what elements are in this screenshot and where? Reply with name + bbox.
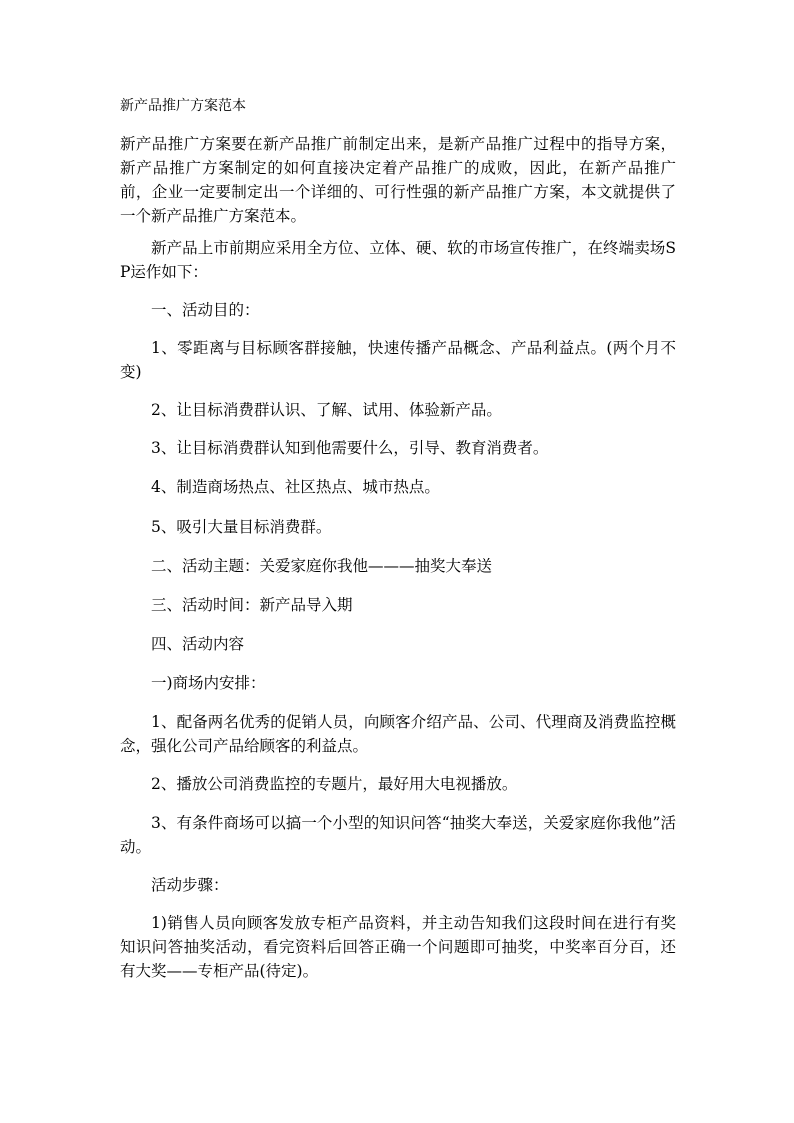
body-paragraph: 新产品上市前期应采用全方位、立体、硬、软的市场宣传推广，在终端卖场SP运作如下： bbox=[120, 239, 676, 281]
subsection-heading: 一)商场内安排： bbox=[151, 674, 266, 692]
list-item: 4、制造商场热点、社区热点、城市热点。 bbox=[151, 478, 440, 496]
list-item: 2、播放公司消费监控的专题片，最好用大电视播放。 bbox=[151, 775, 518, 793]
section-heading: 一、活动目的： bbox=[151, 301, 260, 319]
section-heading: 三、活动时间：新产品导入期 bbox=[151, 596, 353, 614]
list-item: 3、让目标消费群认知到他需要什么，引导、教育消费者。 bbox=[151, 439, 549, 457]
list-item: 2、让目标消费群认识、了解、试用、体验新产品。 bbox=[151, 401, 502, 419]
list-item: 1、零距离与目标顾客群接触，快速传播产品概念、产品利益点。(两个月不变) bbox=[120, 339, 676, 381]
list-item: 3、有条件商场可以搞一个小型的知识问答“抽奖大奉送，关爱家庭你我他”活动。 bbox=[120, 814, 676, 856]
section-heading: 四、活动内容 bbox=[151, 635, 245, 653]
subsection-heading: 活动步骤： bbox=[151, 876, 229, 894]
document-title: 新产品推广方案范本 bbox=[120, 98, 246, 114]
list-item: 5、吸引大量目标消费群。 bbox=[151, 518, 332, 536]
intro-paragraph: 新产品推广方案要在新产品推广前制定出来，是新产品推广过程中的指导方案，新产品推广方案制定的如何直接决定着产品推广的成败，因此，在新产品推广前，企业一定要制定出一个详细的、可行性强的新产品推广方案，本文就提供了一个新产品推广方案范本。 bbox=[120, 135, 676, 225]
list-item: 1)销售人员向顾客发放专柜产品资料，并主动告知我们这段时间在进行有奖知识问答抽奖活动，看完资料后回答正确一个问题即可抽奖，中奖率百分百，还有大奖——专柜产品(待定)。 bbox=[120, 914, 676, 980]
section-heading: 二、活动主题：关爱家庭你我他———抽奖大奉送 bbox=[151, 557, 493, 575]
list-item: 1、配备两名优秀的促销人员，向顾客介绍产品、公司、代理商及消费监控概念，强化公司产品给顾客的利益点。 bbox=[120, 713, 676, 755]
